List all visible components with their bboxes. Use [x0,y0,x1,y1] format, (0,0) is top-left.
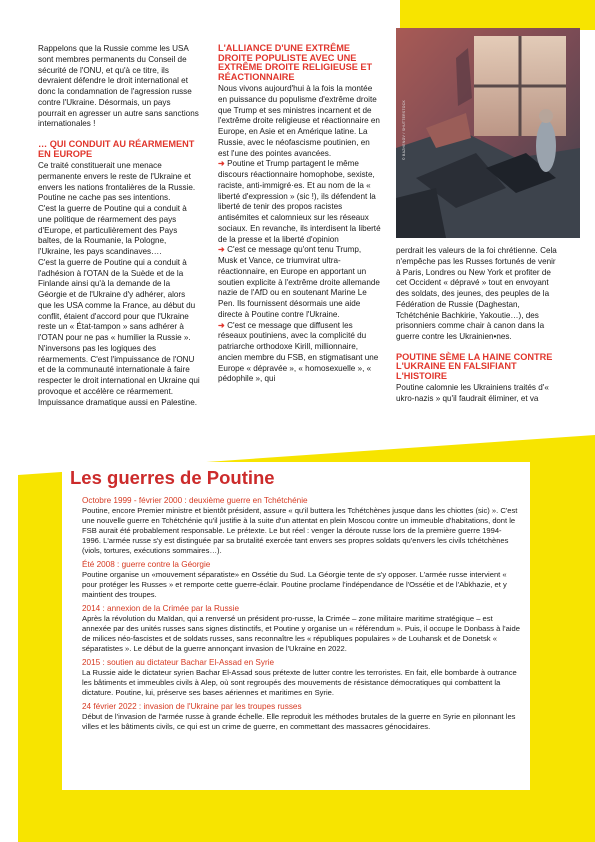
paragraph: Ce traité constituerait une menace permanente envers le reste de l'Ukraine et envers les nations frontalières de la Russie. Poutine ne cache pas ses intentions. [38,161,196,203]
timeline-text: Poutine, encore Premier ministre et bientôt président, assure « qu'il buttera les Tchétchènes jusque dans les chiottes (sic) ». C'est une nouvelle guerre en Tchétchénie qu'il justifie à la suite d'un attentat en plein Moscou contre un immeuble d'habitations, dont le FSB aurait été probablement responsable. Le prétexte. Le but réel : venger la déroute russe lors de la première guerre 1994-1996. L'armée russe s'y est distinguée par sa brutalité exercée tant envers ses propres soldats qu'envers les civils tchétchènes (viols, tortures, exécutions sommaires…). [82,506,518,555]
timeline-heading: Octobre 1999 - février 2000 : deuxième guerre en Tchétchénie [82,496,308,505]
illustration-photo [396,28,580,238]
arrow-icon: ➜ [218,320,225,330]
paragraph: C'est la guerre de Poutine qui a conduit à une politique de réarmement des pays d'Europe, et particulièrement des Pays baltes, de la Roumanie, la Pologne, l'Ukraine, les pays scandinaves…. [38,204,187,256]
yellow-corner-band [400,0,595,30]
timeline-heading: 2014 : annexion de la Crimée par la Russie [82,604,240,613]
timeline-heading: 24 février 2022 : invasion de l'Ukraine par les troupes russes [82,702,302,711]
paragraph: C'est la guerre de Poutine qui a conduit à l'adhésion à l'OTAN de la Suède et de la Finlande ainsi qu'à la demande de la Géorgie et de l'Ukraine d'y adhérer, alors que les USA comme la France, au début du conflit, étaient d'accord pour que l'Ukraine reste un « État-tampon » sans adhérer à l'OTAN pour ne pas « humilier la Russie ». N'inversons pas les logiques des réarmements. C'est l'impuissance de l'ONU et de la communauté internationale à faire respecter le droit international en Ukraine qui provoque et accélère ce réarmement. Impuissance dramatique aussi en Palestine. [38,257,200,407]
section-heading: … QUI CONDUIT AU RÉARMEMENT EN EUROPE [38,139,195,159]
arrow-icon: ➜ [218,245,225,255]
timeline-list [82,496,520,732]
paragraph: Poutine calomnie les Ukrainiens traités d'« ukro-nazis » qu'il faudrait éliminer, et va [396,383,549,403]
bullet-paragraph: ➜ C'est ce message qu'ont tenu Trump, Musk et Vance, ce triumvirat ultra-réactionnaire, en Europe en apportant un soutien explicite à l'extrême droite allemande nazie de l'AfD ou en soutenant Marine Le Pen. Ils fournissent désormais une aide directe à Poutine contre l'Ukraine. [218,245,380,319]
paragraph: perdrait les valeurs de la foi chrétienne. Cela n'empêche pas les Russes fortunés de venir à Paris, Londres ou New York et profiter de cet Occident « dépravé » tout en envoyant des soldats, des jeunes, des peuples de la Fédération de Russie (Daghestan, Tchétchénie Bachkirie, Yakoutie…), des prisonniers comme chair à canon dans la guerre contre les Ukrainien•nes. [396,246,557,341]
timeline-text: Poutine organise un «mouvement séparatiste» en Ossétie du Sud. La Géorgie tente de s'y opposer. L'armée russe intervient « pour protéger les Russes » et remporte cette guerre-éclair. Poutine proclame l'indépendance de l'Ossétie et de l'Abkhazie, et y maintient des troupes. [82,570,507,599]
destroyed-room-image [396,28,580,238]
column-1 [38,44,200,408]
arrow-icon: ➜ [218,159,225,169]
timeline-text: La Russie aide le dictateur syrien Bachar El-Assad sous prétexte de lutter contre les terroristes. En fait, elle bombarde à outrance les bâtiments et immeubles civils à Alep, où sont regroupés des mouvements de résistance démocratiques qui combattent la dictature. Poutine, lui, préserve ses bases aériennes et maritimes en Syrie. [82,668,517,697]
bullet-paragraph: ➜ C'est ce message que diffusent les réseaux poutiniens, avec la complicité du patriarche orthodoxe Kirill, millionnaire, ancien membre du FSB, en stigmatisant une Europe « dépravée », « homosexuelle », « pédophile », qui [218,320,379,384]
column-2 [218,44,382,385]
bullet-paragraph: ➜ Poutine et Trump partagent le même discours réactionnaire homophobe, sexiste, raciste, anti-immigré·es. Et au nom de la « liberté d'expression » (sic !), ils défendent la liberté de tenir des propos racistes antisémites et calomnieux sur les réseaux sociaux. En revanche, ils interdisent la liberté de la presse et la liberté d'opinion [218,159,381,244]
section-heading: POUTINE SÈME LA HAINE CONTRE L'UKRAINE EN FALSIFIANT L'HISTOIRE [396,351,553,381]
paragraph: Rappelons que la Russie comme les USA sont membres permanents du Conseil de sécurité de l'ONU, et qu'à ce titre, ils devraient défendre le droit international et donc la condamnation de l'agression russe contre l'Ukraine. Désormais, un pays pourrait en agresser un autre sans sanctions internationales ! [38,44,199,129]
timeline-text: Début de l'invasion de l'armée russe à grande échelle. Elle reproduit les méthodes brutales de la guerre en Syrie en pilonnant les villes et les bâtiments civils, ce qui est un crime de guerre, en commettant des massacres génocidaires. [82,712,516,731]
timeline-heading: 2015 : soutien au dictateur Bachar El-Assad en Syrie [82,658,275,667]
column-3 [396,246,562,405]
photo-credit: © BAZHENOV / SHUTTERSTOCK [402,99,406,160]
timeline-text: Après la révolution du Maïdan, qui a renversé un président pro-russe, la Crimée – zone militaire maritime stratégique – est annexée par des unités russes sans signes distinctifs, et Poutine y organise un « référendum ». Puis, il occupe le Donbass à l'aide de milices néo-fascistes et de soldats russes, sans reconnaître les « républiques populaires » de Louhansk et de Donetsk « séparatistes ». Le début de la guerre annonçant invasion de l'Ukraine en 2022. [82,614,520,653]
paragraph: Nous vivons aujourd'hui à la fois la montée en puissance du populisme d'extrême droite que Trump et ses ministres incarnent et de l'extrême droite religieuse et réactionnaire en Europe, en Asie et en Amérique latine. La Russie, avec le néofascisme poutinien, en est l'une des pointes avancées. [218,84,380,158]
timeline-heading: Été 2008 : guerre contre la Géorgie [82,560,211,569]
section-heading: L'ALLIANCE D'UNE EXTRÊME DROITE POPULISTE AVEC UNE EXTRÊME DROITE RELIGIEUSE ET RÉACTIONNAIRE [218,43,373,82]
box-title: Les guerres de Poutine [70,467,275,488]
